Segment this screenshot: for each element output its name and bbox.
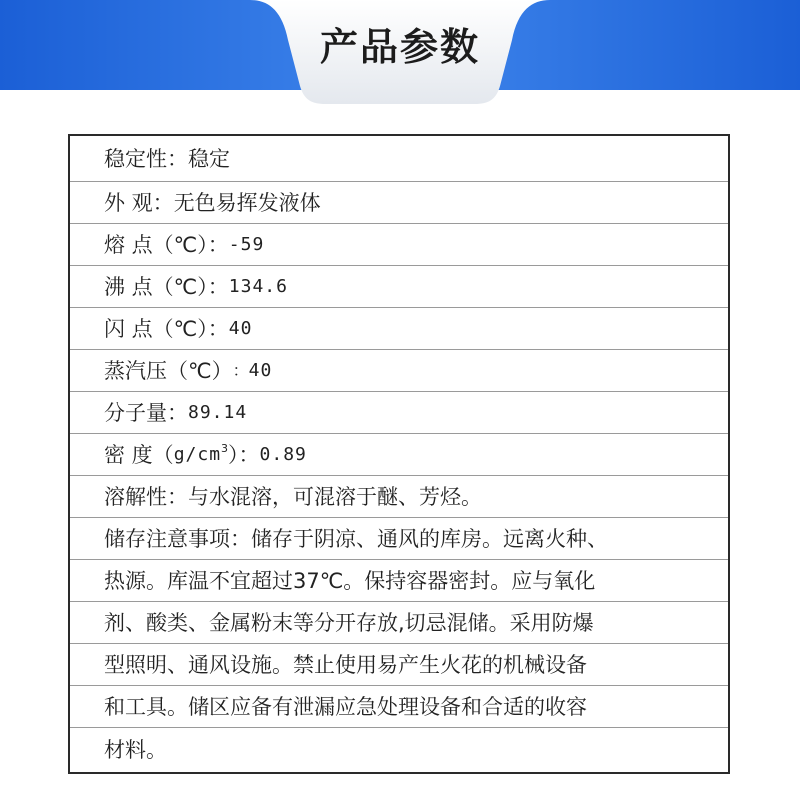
row-molecular-weight — [70, 392, 728, 434]
molecular-weight-label: 分子量： — [104, 400, 188, 425]
density-label-close: ）： — [228, 442, 260, 467]
appearance-value: 无色易挥发液体 — [173, 190, 321, 215]
product-parameter-table — [68, 134, 730, 774]
flash-point-label: 闪 点（℃）： — [104, 316, 229, 341]
storage-text: 型照明、通风设施。禁止使用易产生火花的机械设备 — [104, 652, 587, 677]
boiling-point-value: 134.6 — [228, 275, 288, 297]
density-unit: g/cm — [173, 443, 222, 465]
row-vapor-pressure — [70, 350, 728, 392]
storage-text: 材料。 — [104, 738, 167, 762]
storage-line — [70, 602, 728, 644]
flash-point-value: 40 — [228, 317, 253, 339]
solubility-label: 溶解性： — [104, 484, 188, 509]
row-stability — [70, 136, 728, 182]
boiling-point-label: 沸 点（℃）： — [104, 274, 229, 299]
melting-point-label: 熔 点（℃）： — [104, 232, 229, 257]
row-appearance — [70, 182, 728, 224]
density-label: 密 度（ — [104, 442, 174, 467]
storage-text: 剂、酸类、金属粉末等分开存放,切忌混储。采用防爆 — [104, 610, 594, 635]
storage-line — [70, 518, 728, 560]
vapor-pressure-value: 40 — [248, 359, 273, 381]
vapor-pressure-sep: ： — [232, 360, 249, 380]
storage-line — [70, 560, 728, 602]
title-tab — [250, 0, 550, 104]
appearance-label: 外 观： — [104, 190, 174, 215]
row-boiling-point — [70, 266, 728, 308]
storage-text: 储存注意事项：储存于阴凉、通风的库房。远离火种、 — [104, 526, 608, 551]
row-flash-point — [70, 308, 728, 350]
row-density — [70, 434, 728, 476]
storage-text: 热源。库温不宜超过37℃。保持容器密封。应与氧化 — [104, 568, 596, 593]
storage-text: 和工具。储区应备有泄漏应急处理设备和合适的收容 — [104, 694, 587, 719]
storage-line — [70, 644, 728, 686]
storage-line — [70, 728, 728, 772]
density-value: 0.89 — [259, 443, 307, 465]
density-unit-exponent: 3 — [221, 441, 229, 455]
page-title: 产品参数 — [319, 25, 480, 69]
stability-value: 稳定 — [188, 146, 230, 171]
stability-label: 稳定性： — [104, 146, 188, 171]
molecular-weight-value: 89.14 — [188, 401, 248, 423]
solubility-value: 与水混溶，可混溶于醚、芳烃。 — [188, 484, 482, 509]
storage-line — [70, 686, 728, 728]
melting-point-value: -59 — [228, 233, 265, 255]
row-solubility — [70, 476, 728, 518]
vapor-pressure-label: 蒸汽压（℃） — [104, 358, 233, 383]
row-melting-point — [70, 224, 728, 266]
